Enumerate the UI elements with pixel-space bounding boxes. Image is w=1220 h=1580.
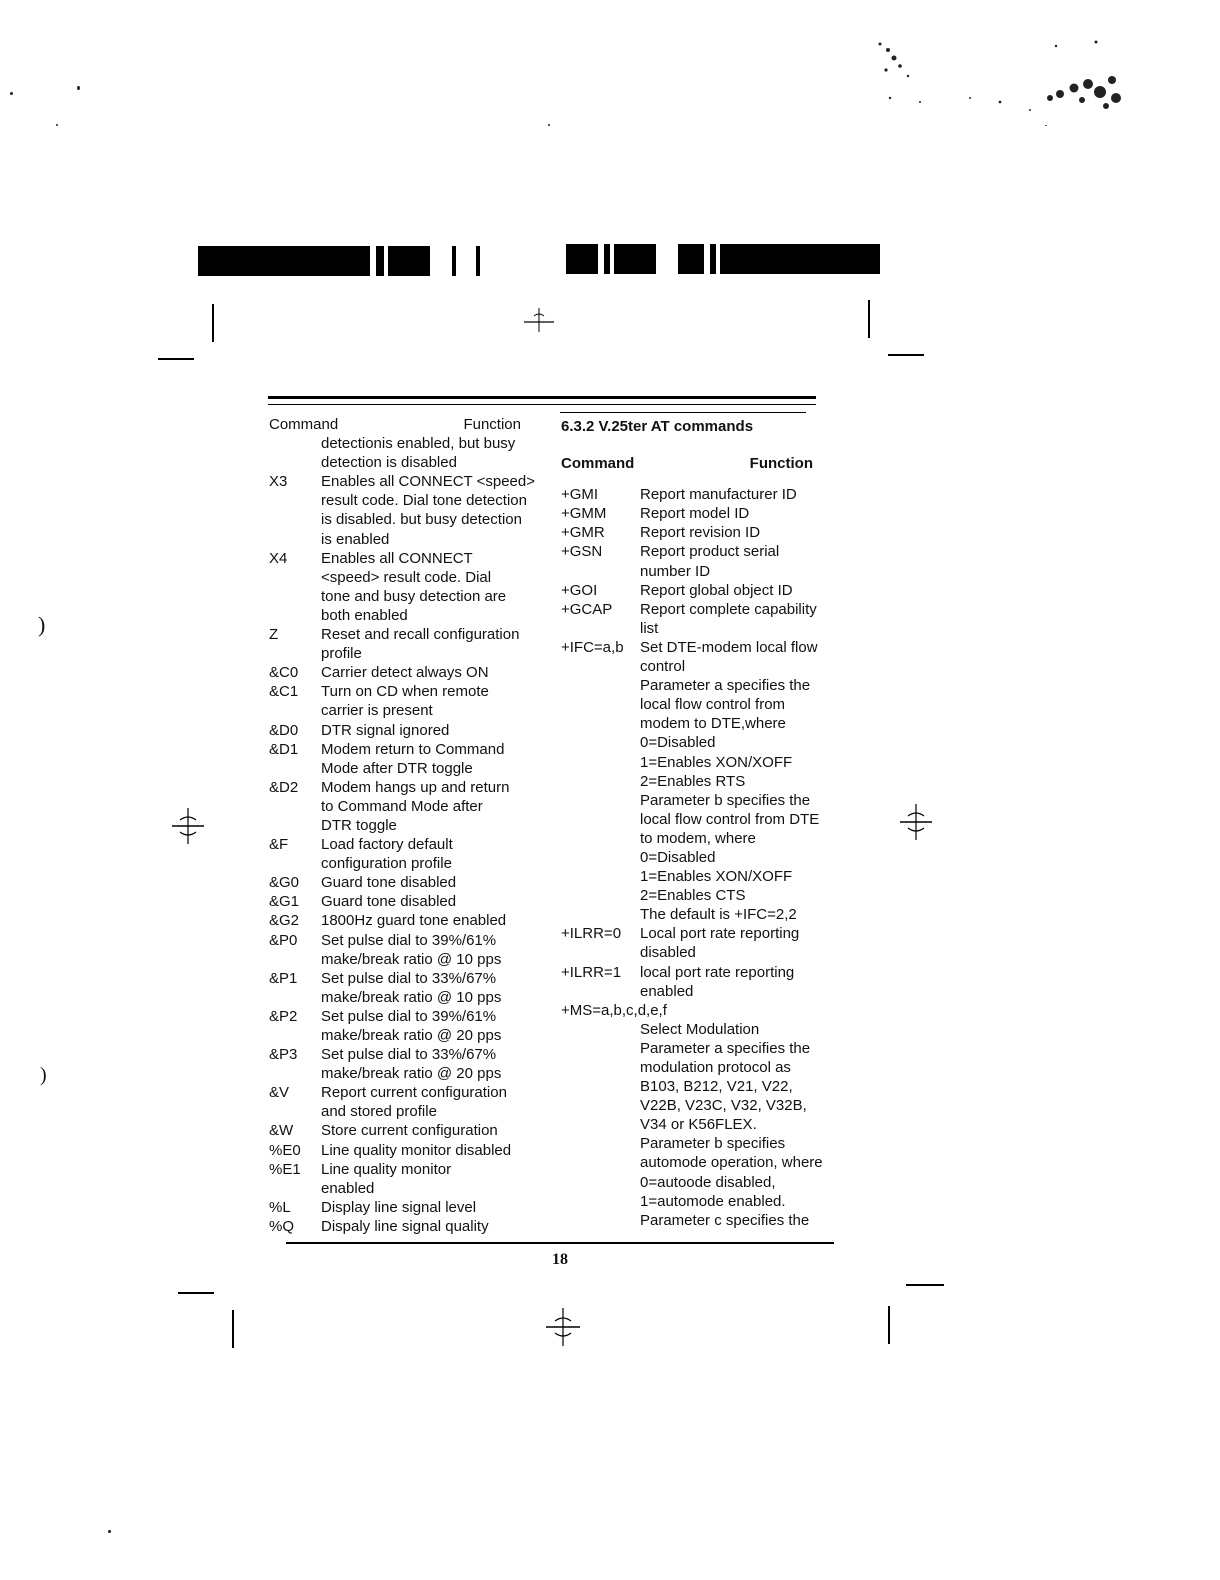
command-entry xyxy=(561,600,833,638)
description-line: Report product serial xyxy=(640,543,780,561)
margin-bracket-left-2: ) xyxy=(40,1064,47,1086)
command-entry xyxy=(269,682,545,720)
description-line: Reset and recall configuration xyxy=(321,626,520,644)
description-line: Turn on CD when remote xyxy=(321,683,489,701)
command-description xyxy=(640,1020,833,1230)
description-line: Modem hangs up and return xyxy=(321,778,510,796)
crop-mark-bottom-right-h xyxy=(906,1284,944,1286)
description-line: Dispaly line signal quality xyxy=(321,1217,489,1235)
description-line: control xyxy=(640,658,686,676)
crop-mark-top-right xyxy=(868,300,870,338)
description-line: Enables all CONNECT <speed> xyxy=(321,473,535,491)
command-description xyxy=(640,485,833,504)
right-header-function: Function xyxy=(749,455,813,473)
command-description xyxy=(640,504,833,523)
top-rule-thin xyxy=(268,404,816,405)
command-code: &P2 xyxy=(269,1007,298,1025)
command-code: &F xyxy=(269,836,289,854)
command-code: &D1 xyxy=(269,740,299,758)
description-line: Store current configuration xyxy=(321,1122,498,1140)
description-line: V22B, V23C, V32, V32B, xyxy=(640,1097,807,1115)
description-line: profile xyxy=(321,645,362,663)
command-entry xyxy=(269,1083,545,1121)
command-description xyxy=(321,892,545,911)
description-line: enabled xyxy=(640,982,694,1000)
command-description xyxy=(321,625,545,663)
description-line: is enabled xyxy=(321,530,390,548)
command-description xyxy=(640,523,833,542)
command-description xyxy=(321,682,545,720)
command-entry xyxy=(561,1001,833,1020)
command-code: &G2 xyxy=(269,912,300,930)
header-bar-left xyxy=(198,246,510,276)
description-line: Report revision ID xyxy=(640,524,761,542)
command-entry xyxy=(269,911,545,930)
command-description xyxy=(321,1007,545,1045)
command-code: +ILRR=0 xyxy=(561,925,622,943)
command-description xyxy=(321,1198,545,1217)
description-line: make/break ratio @ 10 pps xyxy=(321,988,502,1006)
description-line: list xyxy=(640,619,659,637)
command-code: X3 xyxy=(269,473,288,491)
command-code: %Q xyxy=(269,1217,295,1235)
description-line: Modem return to Command xyxy=(321,740,505,758)
command-entry xyxy=(269,835,545,873)
command-description xyxy=(321,835,545,873)
description-line: make/break ratio @ 10 pps xyxy=(321,950,502,968)
command-entry xyxy=(269,472,545,548)
section-title: 6.3.2 V.25ter AT commands xyxy=(561,418,754,435)
command-description xyxy=(321,663,545,682)
description-line: Set DTE-modem local flow xyxy=(640,638,818,656)
command-entry xyxy=(269,549,545,625)
command-description xyxy=(321,721,545,740)
section-title-overline xyxy=(560,412,806,413)
command-code: +GMI xyxy=(561,486,599,504)
description-line: V34 or K56FLEX. xyxy=(640,1116,757,1134)
description-line: enabled xyxy=(321,1179,375,1197)
right-header-command: Command xyxy=(561,455,635,473)
command-code: +GSN xyxy=(561,543,603,561)
description-line: DTR toggle xyxy=(321,816,397,834)
description-line: Report global object ID xyxy=(640,581,793,599)
description-line: Guard tone disabled xyxy=(321,893,457,911)
command-code: +ILRR=1 xyxy=(561,963,622,981)
command-description xyxy=(321,472,545,548)
scan-noise-top-right xyxy=(860,36,1130,126)
description-line: Local port rate reporting xyxy=(640,925,800,943)
description-line: Set pulse dial to 33%/67% xyxy=(321,1046,497,1064)
description-line: Report complete capability xyxy=(640,600,817,618)
description-line: 2=Enables CTS xyxy=(640,887,746,905)
command-code: &P1 xyxy=(269,969,298,987)
description-line: modulation protocol as xyxy=(640,1059,791,1076)
description-line: Report manufacturer ID xyxy=(640,486,797,504)
description-line: Set pulse dial to 39%/61% xyxy=(321,931,497,949)
page-number: 18 xyxy=(552,1251,568,1268)
command-entry xyxy=(561,485,833,504)
command-description xyxy=(640,581,833,600)
description-line: Report current configuration xyxy=(321,1084,507,1102)
description-line: 1=Enables XON/XOFF xyxy=(640,868,793,886)
description-line: to modem, where xyxy=(640,829,756,847)
command-code: %E1 xyxy=(269,1160,301,1178)
command-code: &W xyxy=(269,1122,294,1140)
left-command-list xyxy=(269,434,545,1236)
command-entry xyxy=(561,638,833,924)
command-code: +GMR xyxy=(561,524,605,542)
command-entry xyxy=(269,778,545,835)
left-header-function: Function xyxy=(463,416,521,433)
top-rule xyxy=(268,396,816,399)
crop-mark-top-left xyxy=(212,304,214,342)
command-entry xyxy=(269,892,545,911)
description-line: and stored profile xyxy=(321,1103,437,1121)
command-entry xyxy=(269,1217,545,1236)
command-code: &G0 xyxy=(269,874,300,892)
description-line: 0=autoode disabled, xyxy=(640,1173,776,1191)
command-code: &C0 xyxy=(269,664,299,682)
command-description xyxy=(640,963,833,1001)
description-line: is disabled. but busy detection xyxy=(321,511,522,529)
description-line: Carrier detect always ON xyxy=(321,664,489,682)
description-line: 0=Disabled xyxy=(640,848,716,866)
command-description xyxy=(321,873,545,892)
description-line: local flow control from DTE xyxy=(640,810,820,828)
description-line: Set pulse dial to 33%/67% xyxy=(321,969,497,987)
command-description xyxy=(321,549,545,625)
command-entry xyxy=(269,1121,545,1140)
description-line: B103, B212, V21, V22, xyxy=(640,1078,793,1096)
command-description xyxy=(321,1217,545,1236)
command-description xyxy=(640,600,833,638)
description-line: 1800Hz guard tone enabled xyxy=(321,912,507,930)
command-code: %L xyxy=(269,1198,291,1216)
right-command-list xyxy=(561,485,833,1230)
crop-mark-top-left-h xyxy=(158,358,194,360)
command-entry xyxy=(561,523,833,542)
crop-mark-bottom-right xyxy=(888,1306,890,1344)
command-entry xyxy=(269,663,545,682)
command-description xyxy=(321,740,545,778)
description-line: <speed> result code. Dial xyxy=(321,568,492,586)
description-line: Line quality monitor disabled xyxy=(321,1141,512,1159)
command-code: &C1 xyxy=(269,683,299,701)
description-line: Parameter b specifies xyxy=(640,1135,786,1153)
command-description xyxy=(321,778,545,835)
description-line: disabled xyxy=(640,944,696,962)
description-line: 1=automode enabled. xyxy=(640,1192,786,1210)
description-line: detection is disabled xyxy=(321,454,457,472)
command-entry xyxy=(561,542,833,580)
command-code xyxy=(561,1020,640,1230)
command-description xyxy=(321,969,545,1007)
command-code xyxy=(269,434,321,472)
command-entry xyxy=(269,1198,545,1217)
command-entry xyxy=(269,1160,545,1198)
command-description xyxy=(321,1083,545,1121)
description-line: Parameter a specifies the xyxy=(640,677,811,695)
description-line: 0=Disabled xyxy=(640,734,716,752)
registration-mark-left xyxy=(170,806,206,846)
description-line: make/break ratio @ 20 pps xyxy=(321,1065,502,1083)
command-code: %E0 xyxy=(269,1141,301,1159)
command-entry xyxy=(269,625,545,663)
command-description xyxy=(321,931,545,969)
command-description xyxy=(321,911,545,930)
command-entry xyxy=(269,931,545,969)
header-bar-right xyxy=(566,244,880,274)
command-entry xyxy=(269,721,545,740)
description-line: Parameter c specifies the xyxy=(640,1211,810,1229)
left-column-header xyxy=(269,415,521,434)
description-line: Report model ID xyxy=(640,505,750,523)
command-entry xyxy=(269,740,545,778)
command-description xyxy=(321,1121,545,1140)
crop-mark-top-right-h xyxy=(888,354,924,356)
description-line: configuration profile xyxy=(321,855,452,873)
command-code: +GCAP xyxy=(561,600,613,618)
description-line: Guard tone disabled xyxy=(321,874,457,892)
description-line: Mode after DTR toggle xyxy=(321,759,473,777)
command-description xyxy=(321,434,545,472)
description-line: detectionis enabled, but busy xyxy=(321,435,516,453)
command-entry xyxy=(561,504,833,523)
registration-mark-top xyxy=(522,306,556,334)
command-entry xyxy=(269,969,545,1007)
description-line: number ID xyxy=(640,562,711,580)
command-description xyxy=(321,1160,545,1198)
description-line: automode operation, where xyxy=(640,1154,823,1172)
command-entry xyxy=(561,1020,833,1230)
left-command-column xyxy=(269,415,545,1236)
description-line: local port rate reporting xyxy=(640,963,795,981)
left-header-command: Command xyxy=(269,416,339,433)
command-code: &G1 xyxy=(269,893,300,911)
command-description xyxy=(640,542,833,580)
command-code: +GMM xyxy=(561,505,607,523)
description-line: tone and busy detection are xyxy=(321,587,507,605)
description-line: modem to DTE,where xyxy=(640,715,786,733)
command-code: +GOI xyxy=(561,581,598,599)
description-line: DTR signal ignored xyxy=(321,721,450,739)
command-code: +IFC=a,b xyxy=(561,638,624,656)
registration-mark-right xyxy=(898,802,934,842)
command-code: X4 xyxy=(269,549,288,567)
description-line: Parameter a specifies the xyxy=(640,1039,811,1057)
description-line: Line quality monitor xyxy=(321,1160,452,1178)
description-line: Display line signal level xyxy=(321,1198,477,1216)
command-entry xyxy=(561,924,833,962)
command-code: Z xyxy=(269,626,279,644)
right-command-column xyxy=(561,417,833,1230)
command-entry xyxy=(269,434,545,472)
right-column-header xyxy=(561,454,813,473)
description-line: to Command Mode after xyxy=(321,797,483,815)
command-entry xyxy=(269,873,545,892)
command-entry xyxy=(561,581,833,600)
registration-mark-bottom xyxy=(544,1306,582,1348)
command-description xyxy=(321,1045,545,1083)
description-line: both enabled xyxy=(321,606,408,624)
command-code: &P3 xyxy=(269,1046,298,1064)
command-description xyxy=(321,1141,545,1160)
command-entry xyxy=(269,1007,545,1045)
command-code: &P0 xyxy=(269,931,298,949)
description-line: Enables all CONNECT xyxy=(321,549,473,567)
command-entry xyxy=(269,1045,545,1083)
command-description xyxy=(640,638,833,924)
description-line: 1=Enables XON/XOFF xyxy=(640,753,793,771)
command-entry xyxy=(269,1141,545,1160)
margin-bracket-left-1: ) xyxy=(38,612,46,637)
description-line: result code. Dial tone detection xyxy=(321,492,527,510)
command-code: +MS=a,b,c,d,e,f xyxy=(561,1001,667,1019)
description-line: carrier is present xyxy=(321,702,433,720)
description-line: make/break ratio @ 20 pps xyxy=(321,1027,502,1044)
command-code: &D2 xyxy=(269,778,299,796)
description-line: 2=Enables RTS xyxy=(640,772,746,790)
command-code: &D0 xyxy=(269,721,299,739)
bottom-rule xyxy=(286,1242,834,1244)
command-entry xyxy=(561,963,833,1001)
description-line: Load factory default xyxy=(321,836,453,854)
description-line: local flow control from xyxy=(640,696,786,714)
command-code: &V xyxy=(269,1084,290,1102)
description-line: Parameter b specifies the xyxy=(640,791,811,809)
description-line: The default is +IFC=2,2 xyxy=(640,906,797,924)
command-description xyxy=(667,1001,833,1020)
description-line: Select Modulation xyxy=(640,1020,760,1038)
description-line: Set pulse dial to 39%/61% xyxy=(321,1007,497,1025)
command-description xyxy=(640,924,833,962)
crop-mark-bottom-left-h xyxy=(178,1292,214,1294)
crop-mark-bottom-left xyxy=(232,1310,234,1348)
